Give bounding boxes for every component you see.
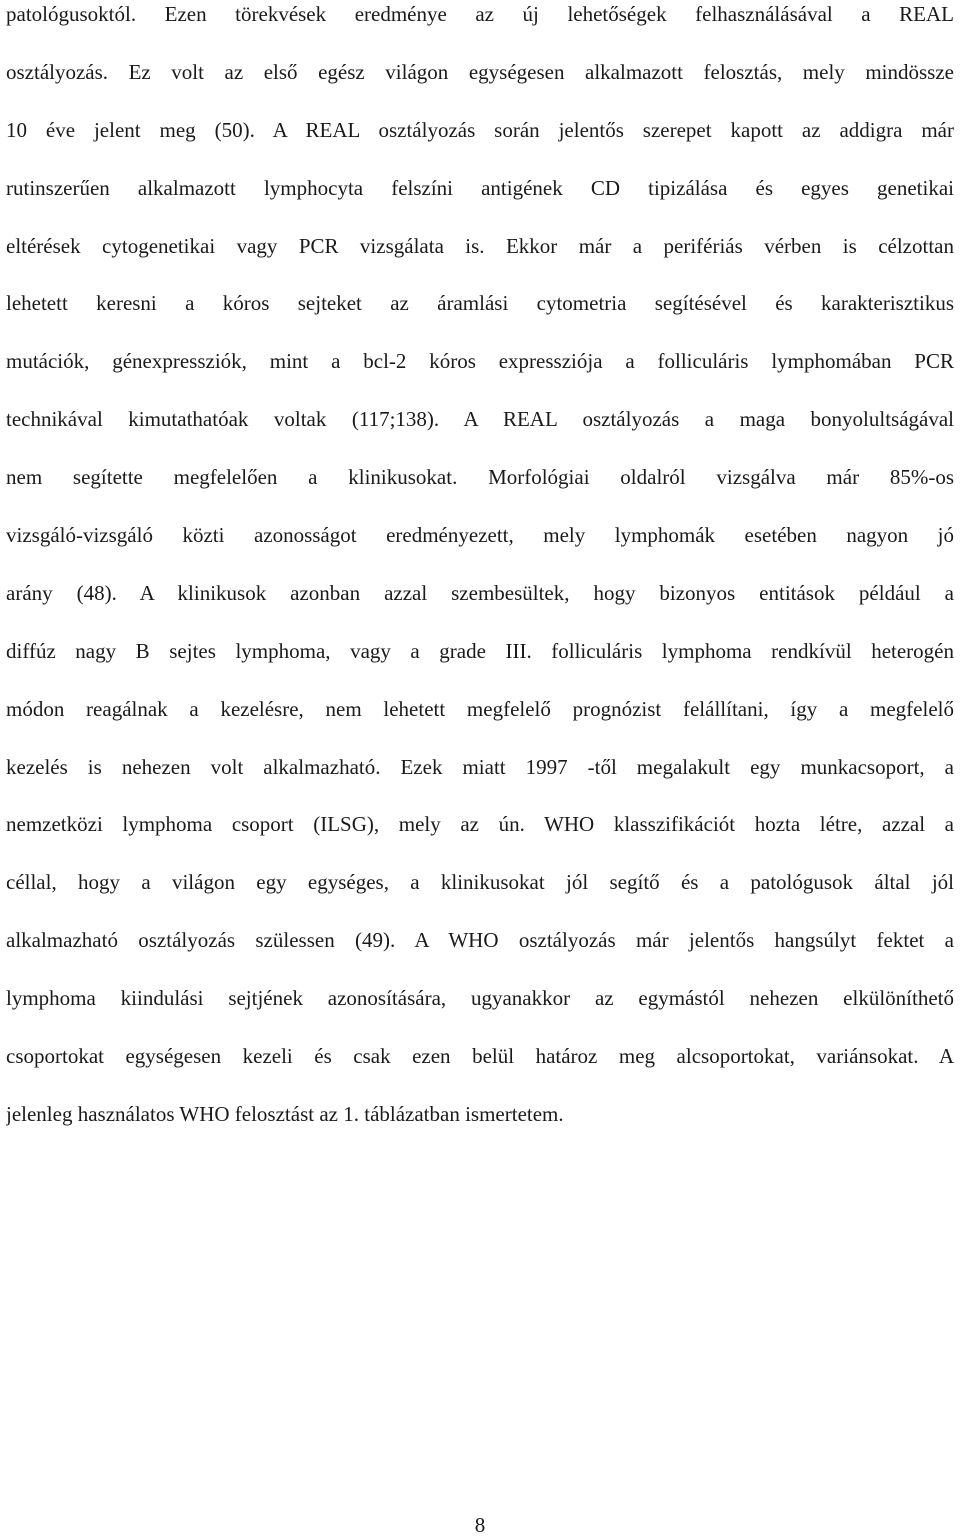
text-line: nemzetközi lymphoma csoport (ILSG), mely az ún. WHO klasszifikációt hozta létre, azzal a (6, 812, 954, 837)
text-line: csoportokat egységesen kezeli és csak ezen belül határoz meg alcsoportokat, variánsokat. A (6, 1044, 954, 1069)
text-line: arány (48). A klinikusok azonban azzal szembesültek, hogy bizonyos entitások például a (6, 580, 954, 605)
body-paragraph (6, 0, 954, 1158)
text-line: lymphoma kiindulási sejtjének azonosítására, ugyanakkor az egymástól nehezen elkülöníthető (6, 986, 954, 1011)
text-line: 10 éve jelent meg (50). A REAL osztályozás során jelentős szerepet kapott az addigra már (6, 117, 954, 142)
text-line: patológusoktól. Ezen törekvések eredménye az új lehetőségek felhasználásával a REAL (6, 2, 954, 26)
text-line: lehetett keresni a kóros sejteket az áramlási cytometria segítésével és karakterisztikus (6, 291, 954, 316)
text-line: nem segítette megfelelően a klinikusokat. Morfológiai oldalról vizsgálva már 85%-os (6, 465, 954, 490)
text-line: alkalmazható osztályozás szülessen (49). A WHO osztályozás már jelentős hangsúlyt fektet a (6, 928, 954, 953)
text-line: kezelés is nehezen volt alkalmazható. Ezek miatt 1997 -től megalakult egy munkacsoport, a (6, 754, 954, 779)
text-line: céllal, hogy a világon egy egységes, a klinikusokat jól segítő és a patológusok által jól (6, 870, 954, 895)
page-number: 8 (474, 1513, 486, 1537)
text-line: eltérések cytogenetikai vagy PCR vizsgálata is. Ekkor már a perifériás vérben is célzottan (6, 233, 954, 258)
text-line: technikával kimutathatóak voltak (117;138). A REAL osztályozás a maga bonyolultságával (6, 407, 954, 432)
text-line: osztályozás. Ez volt az első egész világon egységesen alkalmazott felosztás, mely mindössze (6, 59, 954, 84)
text-line: módon reagálnak a kezelésre, nem lehetett megfelelő prognózist felállítani, így a megfelelő (6, 696, 954, 721)
text-line: diffúz nagy B sejtes lymphoma, vagy a grade III. folliculáris lymphoma rendkívül heterogén (6, 638, 954, 663)
text-line-last: jelenleg használatos WHO felosztást az 1. táblázatban ismertetem. (6, 1101, 564, 1126)
text-line: mutációk, génexpressziók, mint a bcl-2 kóros expressziója a folliculáris lymphomában PCR (6, 349, 954, 374)
text-line: rutinszerűen alkalmazott lymphocyta felszíni antigének CD tipizálása és egyes genetikai (6, 175, 954, 200)
text-line: vizsgáló-vizsgáló közti azonosságot eredményezett, mely lymphomák esetében nagyon jó (6, 523, 954, 548)
